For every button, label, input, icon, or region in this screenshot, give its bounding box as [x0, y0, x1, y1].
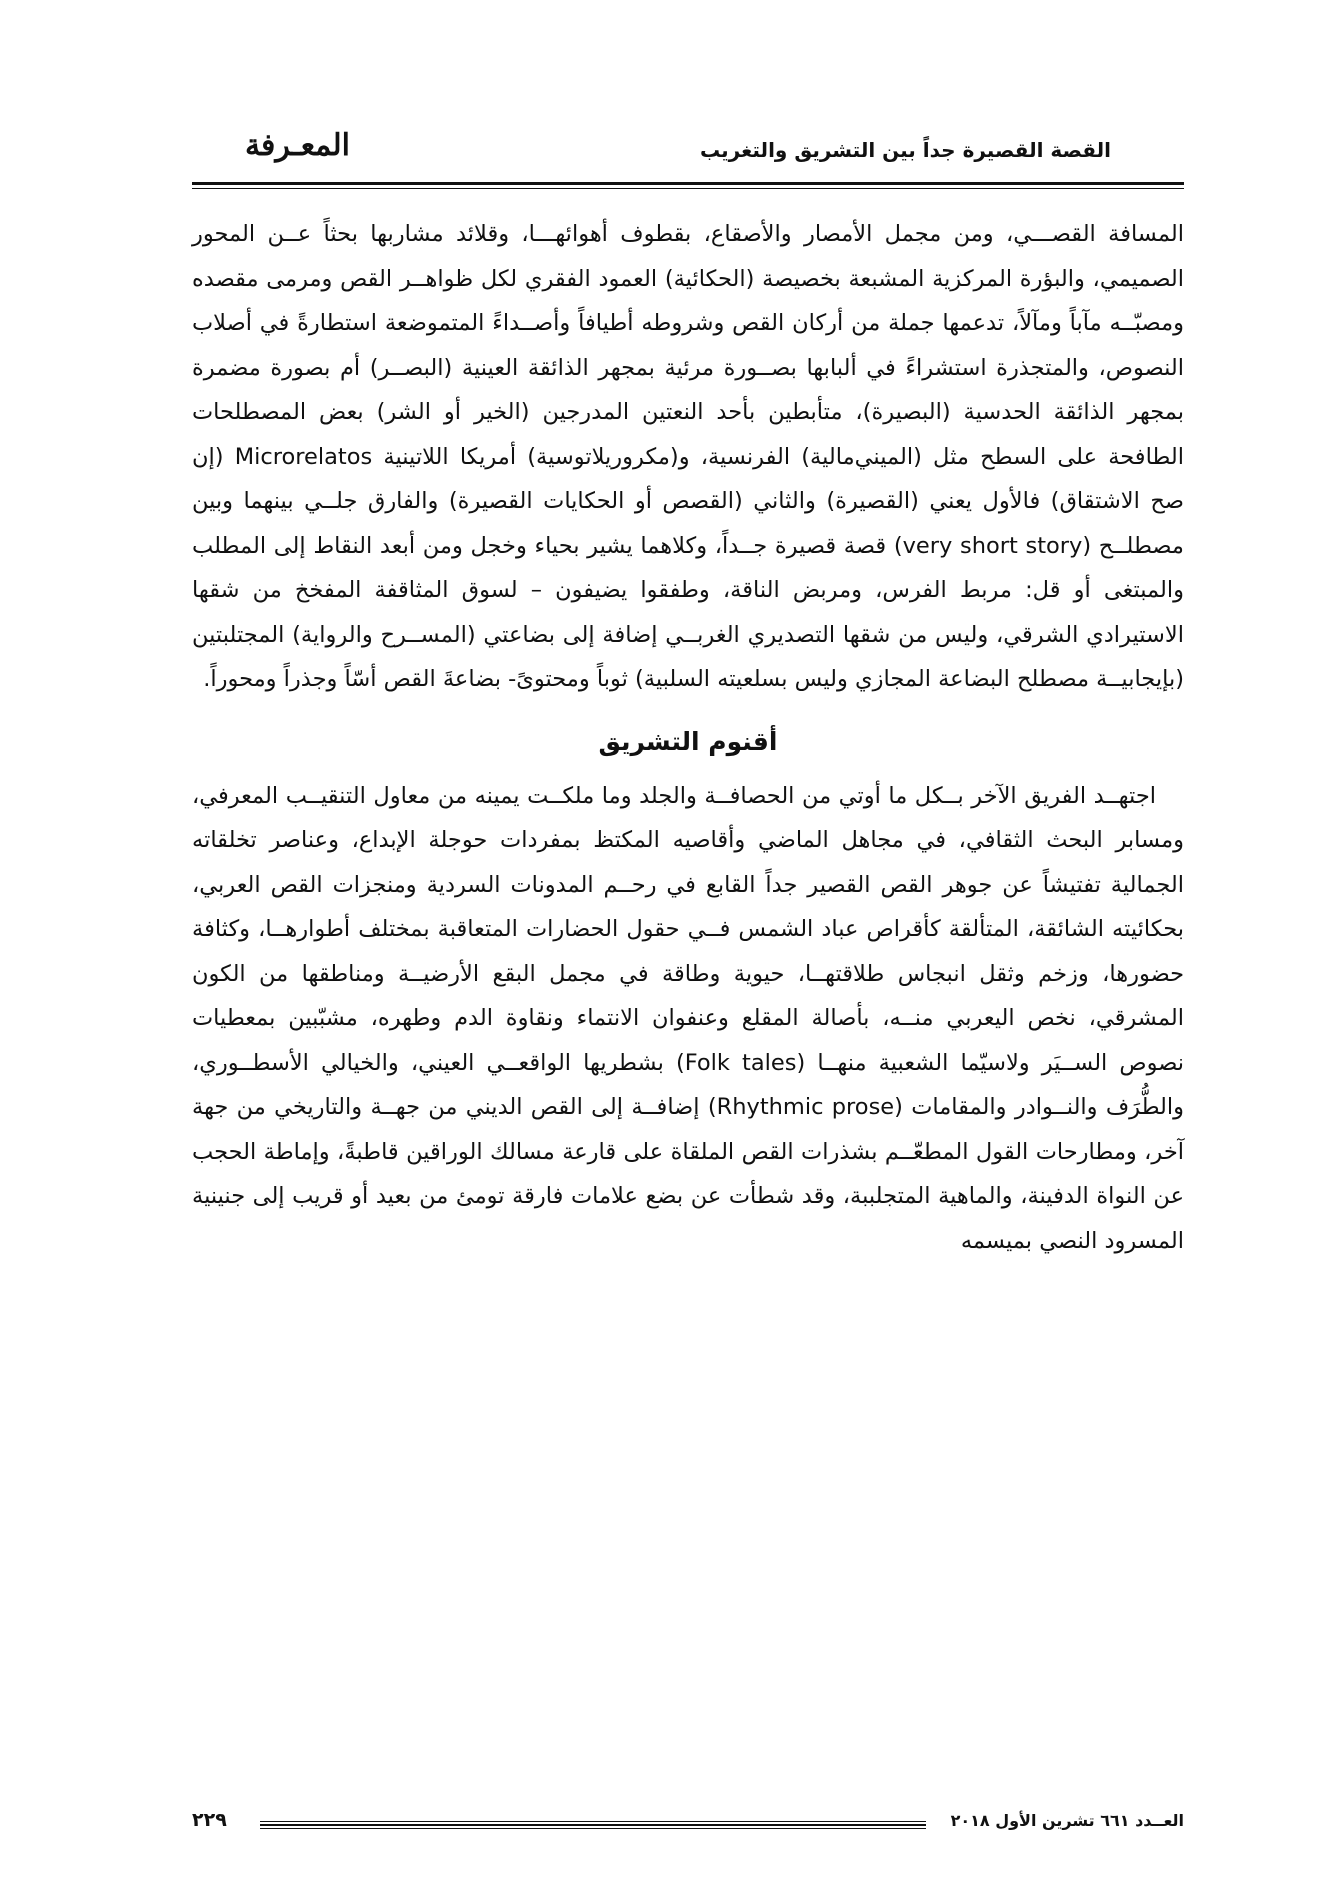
- paragraph-1: المسافة القصـــي، ومن مجمل الأمصار والأصقاع، بقطوف أهوائهـــا، وقلائد مشاربها بحثاً عــن المحور الصميمي، والبؤرة المركزية المشبعة بخصيصة (الحكائية) العمود الفقري لكل ظواهــر القص ومرمى مقصده ومصبّــه مآباً ومآلاً، تدعمها جملة من أركان القص وشروطه أطيافاً وأصــداءً المتموضعة استطارةً في أصلاب النصوص، والمتجذرة استشراءً في ألبابها بصــورة مرئية بمجهر الذائقة العينية (البصــر) أم بصورة مضمرة بمجهر الذائقة الحدسية (البصيرة)، متأبطين بأحد النعتين المدرجين (الخير أو الشر) بعض المصطلحات الطافحة على السطح مثل (الميني‌مالية) الفرنسية، و(مكروريلاتوسية) أمريكا اللاتينية Microrelatos (إن صح الاشتقاق) فالأول يعني (القصيرة) والثاني (القصص أو الحكايات القصيرة) والفارق جلــي بينهما وبين مصطلــح (very short story) قصة قصيرة جــداً، وكلاهما يشير بحياء وخجل ومن أبعد النقاط إلى المطلب والمبتغى أو قل: مربط الفرس، ومربض الناقة، وطفقوا يضيفون – لسوق المثاقفة المفخخ من شقها الاستيرادي الشرقي، وليس من شقها التصديري الغربــي إضافة إلى بضاعتي (المســرح والرواية) المجتلبتين (بإيجابيــة مصطلح البضاعة المجازي وليس بسلعيته السلبية) ثوباً ومحتوىً- بضاعةَ القص أسّاً وجذراً ومحوراً.: [192, 221, 1184, 692]
- running-header-title: القصة القصيرة جداً بين التشريق والتغريب: [699, 138, 1111, 162]
- issue-label: العــدد ٦٦١ تشرين الأول ٢٠١٨: [950, 1811, 1184, 1830]
- article-body: [192, 212, 1184, 1263]
- logo-text: المعـرفة: [244, 128, 350, 163]
- page-footer: [192, 1811, 1184, 1839]
- page-number: ٢٢٩: [192, 1809, 227, 1831]
- section-heading: أقنوم التشريق: [598, 726, 778, 756]
- footer-rule: [260, 1821, 926, 1829]
- magazine-logo: [180, 128, 350, 168]
- paragraph-2: اجتهــد الفريق الآخر بــكل ما أوتي من الحصافــة والجلد وما ملكــت يمينه من معاول التنقيــب المعرفي، ومسابر البحث الثقافي، في مجاهل الماضي وأقاصيه المكتظ بمفردات حوجلة الإبداع، وعناصر تخلقاته الجمالية تفتيشاً عن جوهر القص القصير جداً القابع في رحــم المدونات السردية ومنجزات القص العربي، بحكائيته الشائقة، المتألقة كأقراص عباد الشمس فــي حقول الحضارات المتعاقبة بمختلف أطوارهــا، وكثافة حضورها، وزخم وثقل انبجاس طلاقتهــا، حيوية وطاقة في مجمل البقع الأرضيــة ومناطقها من الكون المشرقي، نخص اليعربي منــه، بأصالة المقلع وعنفوان الانتماء ونقاوة الدم وطهره، مشبّبين بمعطيات نصوص الســيَر ولاسيّما الشعبية منهــا (Folk tales) بشطريها الواقعــي العيني، والخيالي الأسطــوري، والطُّرَف والنــوادر والمقامات (Rhythmic prose) إضافــة إلى القص الديني من جهــة والتاريخي من جهة آخر، ومطارحات القول المطعّــم بشذرات القص الملقاة على قارعة مسالك الوراقين قاطبةً، وإماطة الحجب عن النواة الدفينة، والماهية المتجلببة، وقد شطأت عن بضع علامات فارقة تومئ من بعيد أو قريب إلى جنينية المسرود النصي بميسمه: [192, 782, 1185, 1254]
